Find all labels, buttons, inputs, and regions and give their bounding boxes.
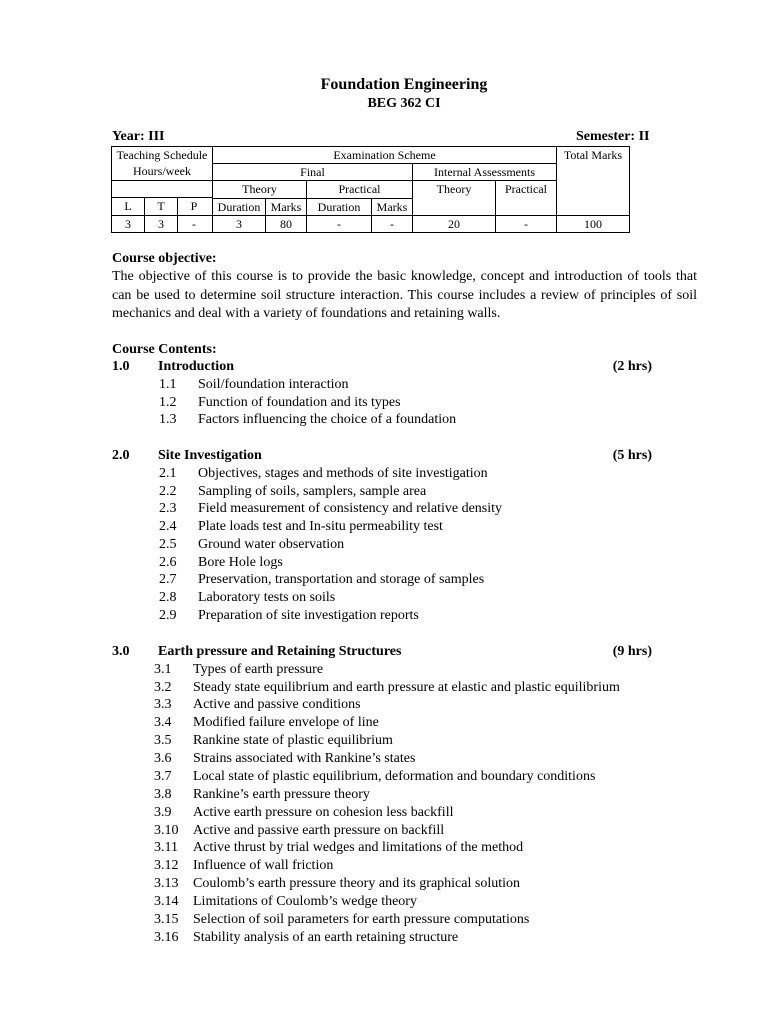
item-number: 2.9 [159, 608, 177, 623]
item-text: Field measurement of consistency and relative density [198, 501, 503, 516]
t-header: T [145, 198, 178, 215]
l-header: L [112, 198, 145, 215]
section-hours: (9 hrs) [612, 644, 652, 659]
item-number: 3.14 [154, 894, 179, 909]
section-hours: (2 hrs) [612, 359, 652, 374]
page-title: Foundation Engineering [320, 76, 488, 93]
item-text: Active and passive earth pressure on backfill [193, 823, 445, 838]
item-text: Bore Hole logs [198, 555, 283, 570]
final-header: Final [213, 164, 413, 181]
item-number: 3.2 [154, 680, 172, 695]
theory-duration-header: Duration [213, 198, 266, 216]
ia-theory-value: 20 [413, 216, 496, 233]
semester-label: Semester: II [576, 129, 650, 144]
item-text: Coulomb’s earth pressure theory and its graphical solution [193, 876, 520, 891]
item-number: 2.1 [159, 466, 177, 481]
item-number: 2.7 [159, 572, 177, 587]
item-text: Rankine’s earth pressure theory [193, 787, 370, 802]
item-number: 3.5 [154, 733, 172, 748]
item-number: 1.2 [159, 395, 177, 410]
section-title: Earth pressure and Retaining Structures [158, 644, 402, 659]
final-practical-header: Practical [307, 181, 413, 199]
section-title: Site Investigation [158, 448, 262, 463]
item-number: 3.10 [154, 823, 179, 838]
item-text: Function of foundation and its types [198, 395, 401, 410]
item-number: 3.9 [154, 805, 172, 820]
objective-heading: Course objective: [112, 251, 217, 266]
p-header: P [190, 199, 198, 213]
teaching-schedule-label: Teaching Schedule [116, 148, 208, 162]
item-text: Plate loads test and In-situ permeability test [198, 519, 443, 534]
t-value: 3 [145, 216, 178, 232]
item-text: Active earth pressure on cohesion less backfill [193, 805, 454, 820]
item-number: 1.3 [159, 412, 177, 427]
item-text: Laboratory tests on soils [198, 590, 336, 605]
item-text: Active thrust by trial wedges and limitations of the method [193, 840, 524, 855]
practical-duration-value: - [307, 216, 372, 233]
section-number: 1.0 [112, 359, 130, 374]
item-text: Objectives, stages and methods of site investigation [198, 466, 488, 481]
item-text: Modified failure envelope of line [193, 715, 379, 730]
item-number: 3.16 [154, 930, 179, 945]
item-text: Strains associated with Rankine’s states [193, 751, 416, 766]
item-number: 3.1 [154, 662, 172, 677]
item-number: 3.7 [154, 769, 172, 784]
ltp-cell [112, 181, 213, 216]
section-heading [112, 358, 652, 376]
item-number: 2.4 [159, 519, 177, 534]
item-text: Factors influencing the choice of a foundation [198, 412, 457, 427]
section-hours: (5 hrs) [612, 448, 652, 463]
item-number: 2.2 [159, 484, 177, 499]
practical-duration-header: Duration [307, 198, 372, 216]
item-number: 2.5 [159, 537, 177, 552]
theory-marks-header: Marks [266, 198, 307, 216]
item-text: Types of earth pressure [193, 662, 324, 677]
item-number: 3.13 [154, 876, 179, 891]
course-code: BEG 362 CI [367, 96, 441, 111]
item-number: 3.11 [154, 840, 178, 855]
examination-scheme-header: Examination Scheme [213, 147, 557, 164]
contents-heading: Course Contents: [112, 342, 217, 357]
section-heading [112, 447, 652, 465]
item-text: Soil/foundation interaction [198, 377, 349, 392]
item-number: 1.1 [159, 377, 177, 392]
item-number: 3.15 [154, 912, 179, 927]
item-text: Stability analysis of an earth retaining structure [193, 930, 459, 945]
section-heading [112, 643, 652, 661]
internal-assessments-header: Internal Assessments [413, 164, 557, 181]
final-theory-header: Theory [213, 181, 307, 199]
item-text: Influence of wall friction [193, 858, 334, 873]
item-number: 3.8 [154, 787, 172, 802]
schedule-table [111, 146, 630, 233]
item-number: 3.6 [154, 751, 172, 766]
item-number: 3.12 [154, 858, 179, 873]
total-marks-value: 100 [557, 216, 630, 233]
theory-marks-value: 80 [266, 216, 307, 233]
item-text: Sampling of soils, samplers, sample area [198, 484, 427, 499]
section-number: 2.0 [112, 448, 130, 463]
item-number: 2.3 [159, 501, 177, 516]
teaching-schedule-cell [112, 147, 213, 181]
ia-practical-header: Practical [496, 181, 557, 216]
item-number: 3.4 [154, 715, 172, 730]
p-value: - [192, 217, 196, 231]
ia-theory-header: Theory [413, 181, 496, 216]
item-text: Selection of soil parameters for earth pressure computations [193, 912, 530, 927]
section-number: 3.0 [112, 644, 130, 659]
item-text: Preparation of site investigation reports [198, 608, 419, 623]
item-text: Rankine state of plastic equilibrium [193, 733, 393, 748]
item-text: Limitations of Coulomb’s wedge theory [193, 894, 417, 909]
item-text: Active and passive conditions [193, 697, 361, 712]
item-text: Steady state equilibrium and earth pressure at elastic and plastic equilibrium [193, 680, 620, 695]
objective-text: The objective of this course is to provide the basic knowledge, concept and introduction of tools that can be used to determine soil structure interaction. This course includes a review of principles of soil mechanics and deal with a variety of foundations and retaining walls. [112, 269, 697, 321]
item-number: 2.6 [159, 555, 177, 570]
ia-practical-value: - [496, 216, 557, 233]
item-text: Local state of plastic equilibrium, deformation and boundary conditions [193, 769, 596, 784]
l-value: 3 [112, 216, 145, 232]
section-title: Introduction [158, 359, 234, 374]
ltp-values [112, 216, 213, 233]
item-number: 2.8 [159, 590, 177, 605]
year-label: Year: III [112, 129, 165, 144]
hours-week-label: Hours/week [133, 164, 191, 178]
item-text: Ground water observation [198, 537, 345, 552]
practical-marks-value: - [372, 216, 413, 233]
item-number: 3.3 [154, 697, 172, 712]
total-marks-header: Total Marks [557, 147, 630, 216]
theory-duration-value: 3 [213, 216, 266, 233]
practical-marks-header: Marks [372, 198, 413, 216]
item-text: Preservation, transportation and storage of samples [198, 572, 485, 587]
